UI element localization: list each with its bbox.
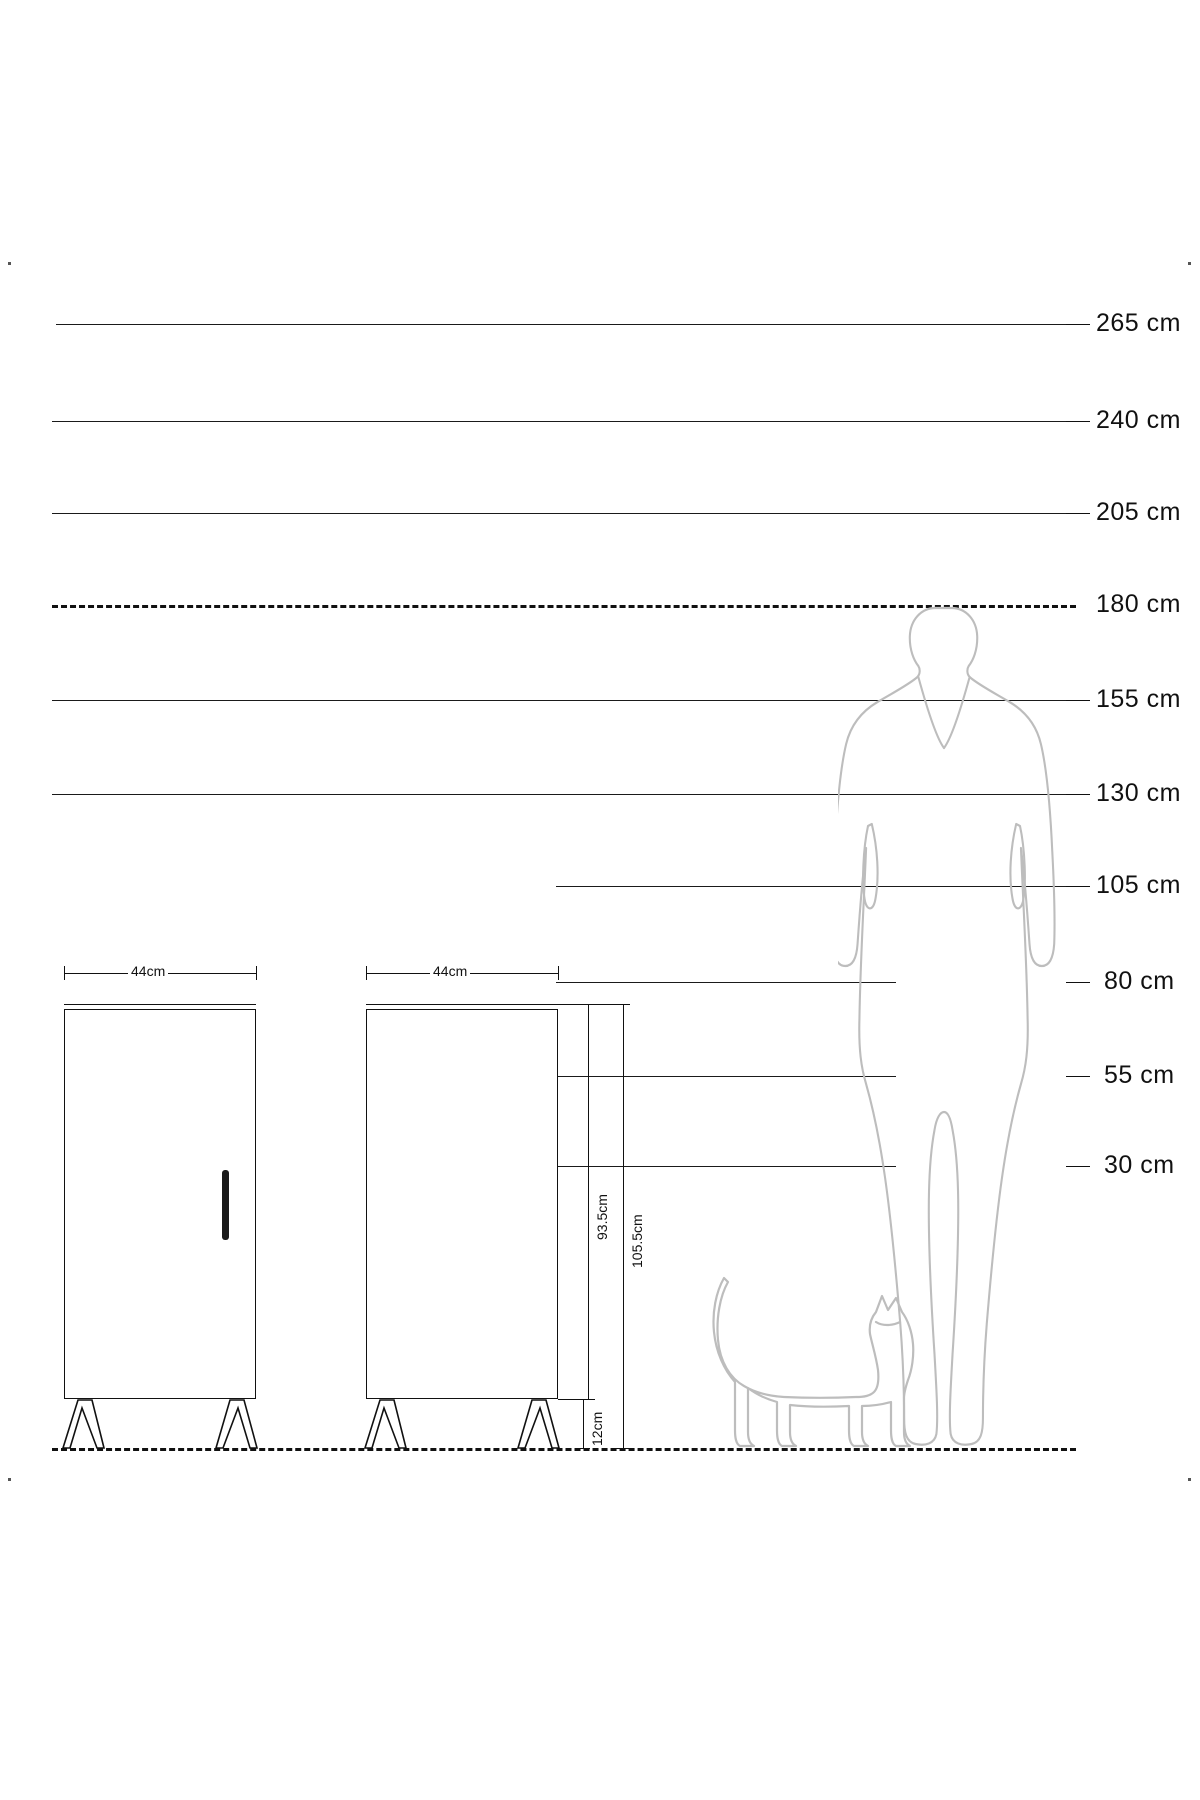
scale-tick-30 (1066, 1166, 1090, 1167)
cabinet-left-top-edge (64, 1004, 256, 1005)
registration-dot-bottom-left (8, 1478, 11, 1481)
scale-line-265 (56, 324, 1066, 325)
cabinet-right-top-edge (366, 1004, 558, 1005)
leg-height-label: 12cm (589, 1411, 605, 1446)
cabinet-right-body (366, 1009, 558, 1399)
cabinet-right-legs (362, 1398, 562, 1452)
leg-height-dim-line (583, 1399, 584, 1448)
scale-label-130: 130 cm (1096, 779, 1181, 807)
scale-label-30: 30 cm (1104, 1151, 1175, 1179)
scale-line-205 (52, 513, 1066, 514)
cabinet-left-width-label: 44cm (128, 963, 168, 979)
scale-tick-130 (1066, 794, 1090, 795)
cabinet-left-width-dim-cap-right (256, 966, 257, 980)
height-body-dim-line (588, 1004, 589, 1400)
height-total-dim-cap-bottom (616, 1448, 630, 1449)
scale-label-240: 240 cm (1096, 406, 1181, 434)
height-total-dim-line (623, 1004, 624, 1448)
cabinet-left-handle (222, 1170, 229, 1240)
scale-tick-105 (1066, 886, 1090, 887)
leg-height-dim-cap-bottom (576, 1448, 590, 1449)
scale-tick-55 (1066, 1076, 1090, 1077)
scale-tick-240 (1066, 421, 1090, 422)
scale-tick-155 (1066, 700, 1090, 701)
scale-tick-265 (1066, 324, 1090, 325)
height-total-label: 105.5cm (629, 1214, 645, 1268)
cabinet-right-width-label: 44cm (430, 963, 470, 979)
registration-dot-top-left (8, 262, 11, 265)
scale-tick-80 (1066, 982, 1090, 983)
scale-line-240 (52, 421, 1066, 422)
scale-label-155: 155 cm (1096, 685, 1181, 713)
cabinet-right-width-dim-cap-left (366, 966, 367, 980)
scale-label-55: 55 cm (1104, 1061, 1175, 1089)
dim-leader-top (558, 1004, 630, 1005)
scale-label-80: 80 cm (1104, 967, 1175, 995)
scale-label-180: 180 cm (1096, 590, 1181, 618)
cabinet-left-legs (60, 1398, 260, 1452)
scale-label-105: 105 cm (1096, 871, 1181, 899)
registration-dot-top-right (1188, 262, 1191, 265)
cat-silhouette (710, 1270, 930, 1452)
height-body-label: 93.5cm (594, 1194, 610, 1240)
scale-label-205: 205 cm (1096, 498, 1181, 526)
dim-leader-body-bottom (558, 1399, 590, 1400)
scale-label-265: 265 cm (1096, 309, 1181, 337)
cabinet-right-width-dim-cap-right (558, 966, 559, 980)
scale-tick-205 (1066, 513, 1090, 514)
cabinet-left-width-dim-cap-left (64, 966, 65, 980)
registration-dot-bottom-right (1188, 1478, 1191, 1481)
